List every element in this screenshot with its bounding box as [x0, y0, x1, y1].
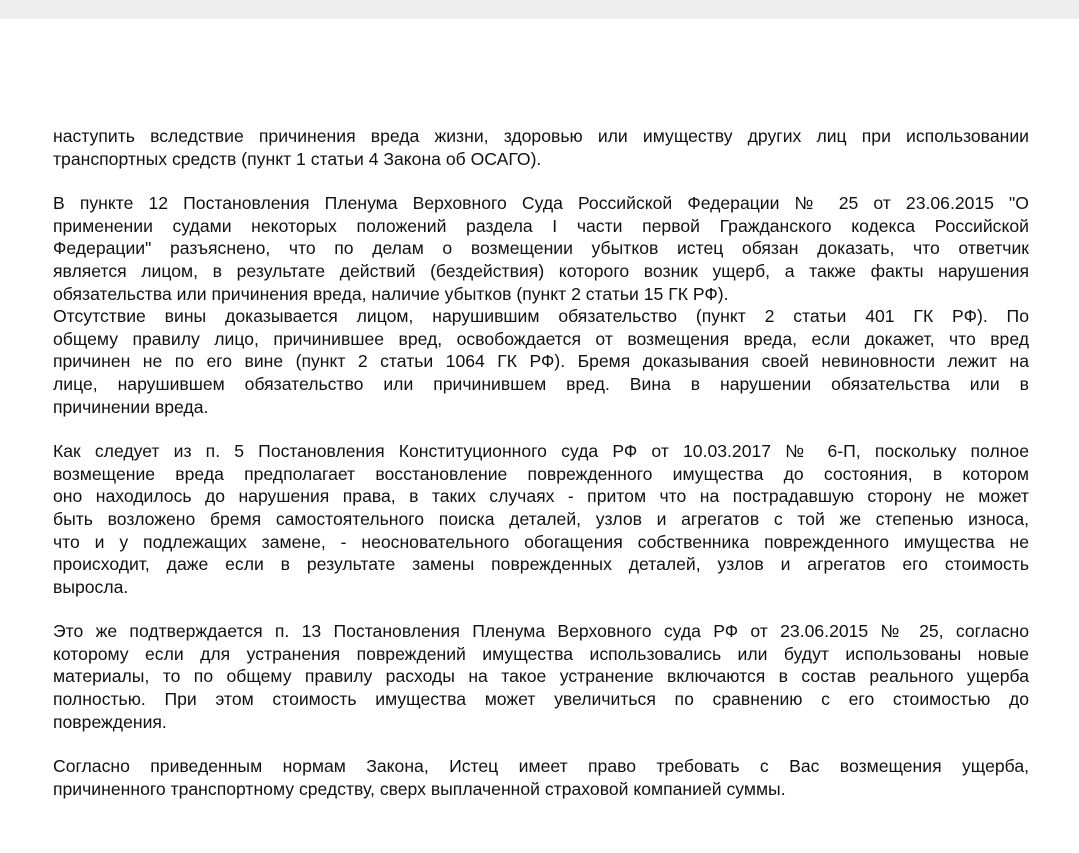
text-line: Согласно приведенным нормам Закона, Истец имеет право требовать с Вас возмещения ущерба,	[53, 756, 1029, 777]
text-line: Как следует из п. 5 Постановления Конституционного суда РФ от 10.03.2017 № 6-П, поскольку полное	[53, 441, 1029, 462]
text-line: В пункте 12 Постановления Пленума Верховного Суда Российской Федерации № 25 от 23.06.2015 "О	[53, 193, 1029, 214]
text-line: транспортных средств (пункт 1 статьи 4 Закона об ОСАГО).	[53, 148, 542, 169]
text-line: полностью. При этом стоимость имущества может увеличиться по сравнению с его стоимостью до	[53, 689, 1029, 710]
text-line: Это же подтверждается п. 13 Постановления Пленума Верховного суда РФ от 23.06.2015 № 25, согласно	[53, 621, 1029, 642]
paragraph	[53, 755, 1029, 800]
text-line: оно находилось до нарушения права, в таких случаях - притом что на пострадавшую сторону не может	[53, 486, 1029, 507]
text-line: причинен не по его вине (пункт 2 статьи 1064 ГК РФ). Бремя доказывания своей невиновности лежит на	[53, 351, 1029, 372]
text-line: возмещение вреда предполагает восстановление поврежденного имущества до состояния, в котором	[53, 463, 1029, 484]
text-line: Федерации" разъяснено, что по делам о возмещении убытков истец обязан доказать, что ответчик	[53, 238, 1029, 259]
text-line: материалы, то по общему правилу расходы на такое устранение включаются в состав реального ущерба	[53, 666, 1029, 687]
paragraph	[53, 125, 1029, 170]
document-page	[0, 19, 1079, 853]
text-line: наступить вследствие причинения вреда жизни, здоровью или имуществу других лиц при использовании	[53, 126, 1029, 146]
paragraph	[53, 305, 1029, 418]
text-line: выросла.	[53, 576, 129, 597]
text-line: что и у подлежащих замене, - неосновательного обогащения собственника поврежденного имущества не	[53, 531, 1029, 552]
text-line: лице, нарушившем обязательство или причинившем вред. Вина в нарушении обязательства или в	[53, 373, 1029, 394]
paragraph	[53, 620, 1029, 733]
text-line: которому если для устранения повреждений имущества использовались или будут использованы новые	[53, 643, 1029, 664]
document-text-body	[53, 125, 1029, 822]
text-line: общему правилу лицо, причинившее вред, освобождается от возмещения вреда, если докажет, что вред	[53, 328, 1029, 349]
text-line: происходит, даже если в результате замены поврежденных деталей, узлов и агрегатов его стоимость	[53, 554, 1029, 575]
text-line: быть возложено бремя самостоятельного поиска деталей, узлов и агрегатов с той же степенью износа,	[53, 508, 1029, 529]
text-line: Отсутствие вины доказывается лицом, нарушившим обязательство (пункт 2 статьи 401 ГК РФ). По	[53, 306, 1029, 327]
text-line: применении судами некоторых положений раздела I части первой Гражданского кодекса Российской	[53, 215, 1029, 236]
top-toolbar-strip	[0, 0, 1079, 19]
text-line: является лицом, в результате действий (бездействия) которого возник ущерб, а также факты нарушения	[53, 260, 1029, 281]
text-line: причиненного транспортному средству, сверх выплаченной страховой компанией суммы.	[53, 778, 786, 799]
text-line: обязательства или причинения вреда, наличие убытков (пункт 2 статьи 15 ГК РФ).	[53, 283, 729, 304]
text-line: причинении вреда.	[53, 396, 209, 417]
paragraph	[53, 440, 1029, 598]
paragraph	[53, 192, 1029, 305]
text-line: повреждения.	[53, 711, 167, 732]
